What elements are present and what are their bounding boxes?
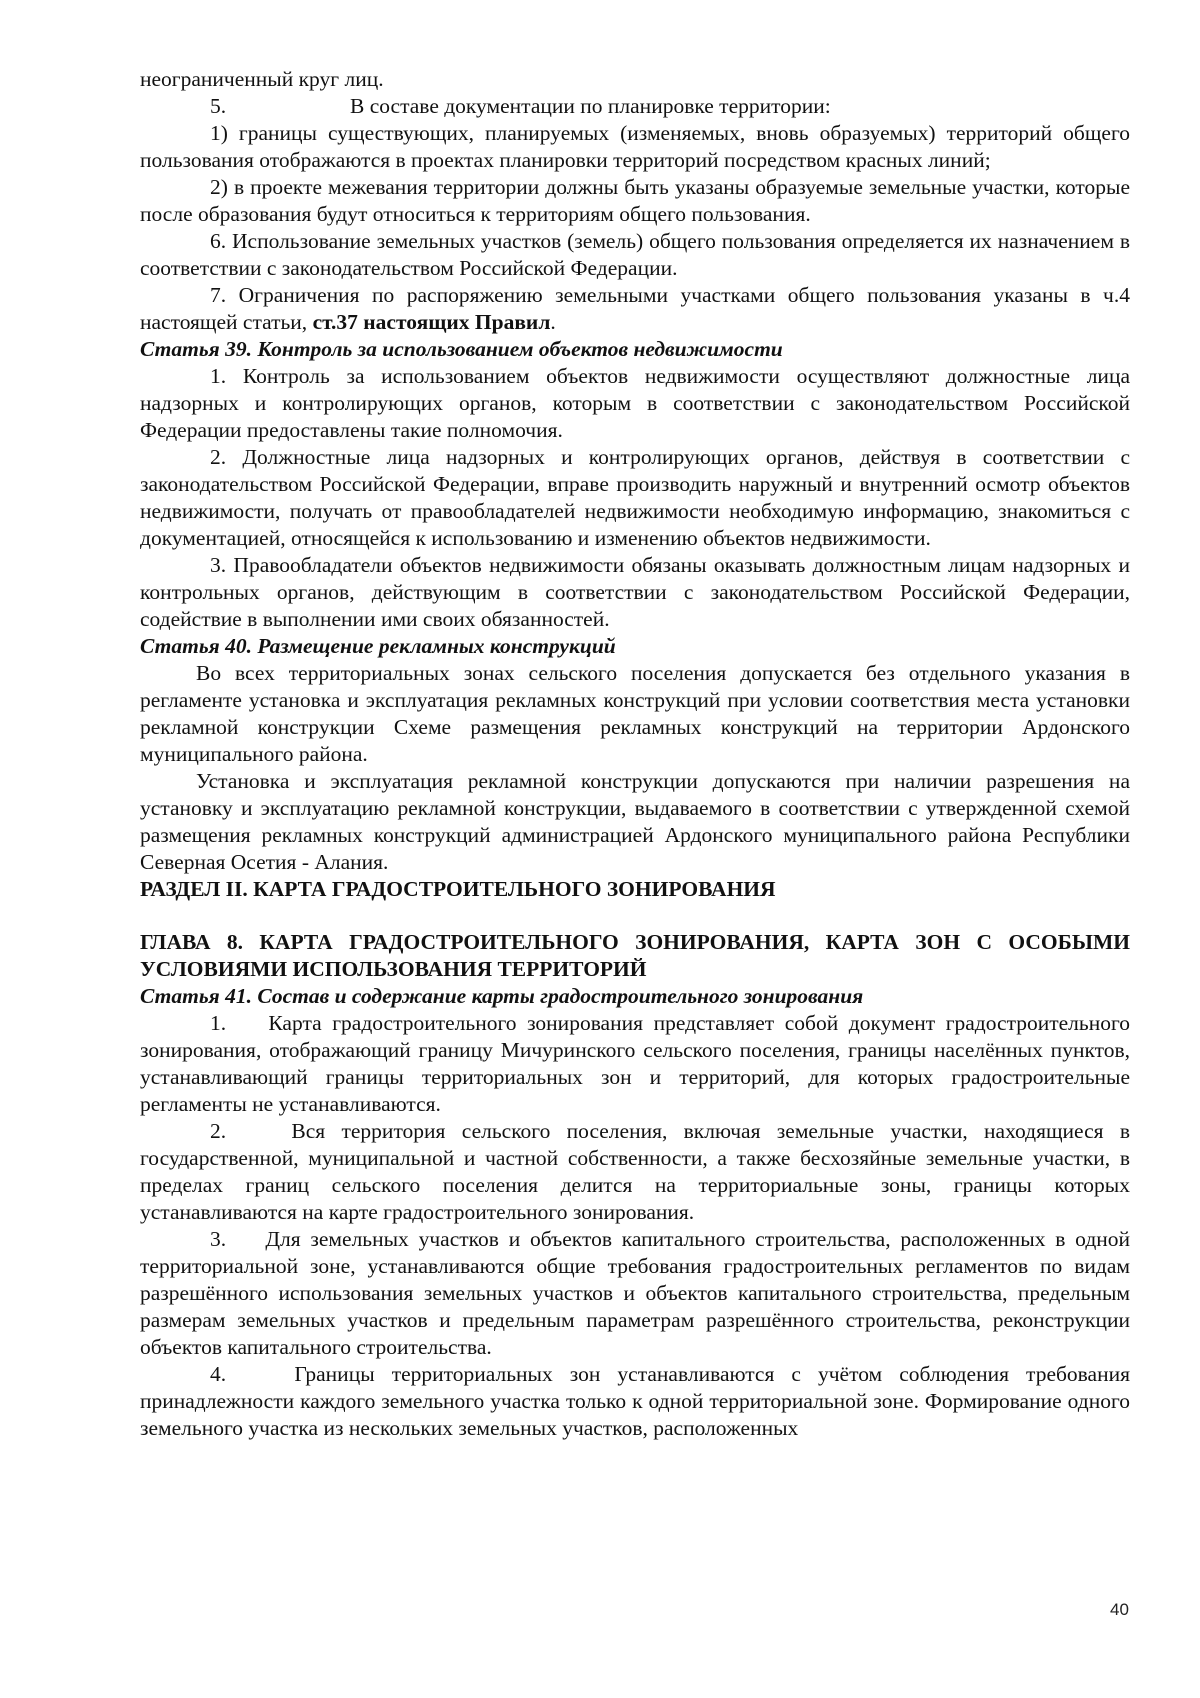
article-41-item-3 <box>140 1226 1130 1361</box>
item-5-number: 5. <box>210 94 227 118</box>
article-40-title: Статья 40. Размещение рекламных конструкций <box>140 634 616 658</box>
item-text: Карта градостроительного зонирования представляет собой документ градостроительного зонирования, отображающий границу Мичуринского сельского поселения, границы населённых пунктов, устанавливающий границы территориальных зон и территорий, для которых градостроительные регламенты не устанавливаются. <box>140 1011 1131 1116</box>
item-text: Для земельных участков и объектов капитального строительства, расположенных в одной территориальной зоне, устанавливаются общие требования градостроительных регламентов по видам разрешённого использования земельных участков и объектов капитального строительства, предельным размерам земельных участков и предельным параметрам разрешённого строительства, реконструкции объектов капитального строительства. <box>140 1227 1131 1359</box>
section-heading: РАЗДЕЛ II. КАРТА ГРАДОСТРОИТЕЛЬНОГО ЗОНИРОВАНИЯ <box>140 877 776 901</box>
item-5-text: В составе документации по планировке территории: <box>350 94 831 118</box>
item-6: 6. Использование земельных участков (земель) общего пользования определяется их назначением в соответствии с законодательством Российской Федерации. <box>140 229 1130 280</box>
item-number: 2. <box>210 1119 227 1143</box>
item-7 <box>140 282 1130 336</box>
article-40-paragraph-2: Установка и эксплуатация рекламной конструкции допускаются при наличии разрешения на установку и эксплуатацию рекламной конструкции, выдаваемого в соответствии с утвержденной схемой размещения рекламных конструкций администрацией Ардонского муниципального района Республики Северная Осетия - Алания. <box>140 769 1130 874</box>
chapter-heading: ГЛАВА 8. КАРТА ГРАДОСТРОИТЕЛЬНОГО ЗОНИРОВАНИЯ, КАРТА ЗОН С ОСОБЫМИ УСЛОВИЯМИ ИСПОЛЬЗОВАНИЯ ТЕРРИТОРИЙ <box>140 930 1130 981</box>
item-5 <box>140 93 1130 120</box>
subitem-5-2: 2) в проекте межевания территории должны быть указаны образуемые земельные участки, которые после образования будут относиться к территориям общего пользования. <box>140 175 1130 226</box>
article-40-paragraph-1: Во всех территориальных зонах сельского поселения допускается без отдельного указания в регламенте установка и эксплуатация рекламных конструкций при условии соответствия места установки рекламной конструкции Схеме размещения рекламных конструкций на территории Ардонского муниципального района. <box>140 661 1130 766</box>
item-7-end: . <box>550 310 556 334</box>
item-text: Границы территориальных зон устанавливаются с учётом соблюдения требования принадлежности каждого земельного участка только к одной территориальной зоне. Формирование одного земельного участка из нескольких земельных участков, расположенных <box>140 1362 1130 1440</box>
page-number: 40 <box>1110 1600 1129 1619</box>
document-page <box>140 66 1130 1442</box>
item-text: Вся территория сельского поселения, включая земельные участки, находящиеся в государственной, муниципальной и частной собственности, а также бесхозяйные земельные участки, в пределах границ сельского поселения делится на территориальные зоны, границы которых устанавливаются на карте градостроительного зонирования. <box>140 1119 1130 1224</box>
article-41-item-4 <box>140 1361 1130 1442</box>
item-7-text: 7. Ограничения по распоряжению земельными участками общего пользования указаны в ч.4 настоящей статьи, <box>140 283 1130 334</box>
article-39-item-3: 3. Правообладатели объектов недвижимости обязаны оказывать должностным лицам надзорных и контрольных органов, действующим в соответствии с законодательством Российской Федерации, содействие в выполнении ими своих обязанностей. <box>140 553 1130 631</box>
paragraph-continuation: неограниченный круг лиц. <box>140 67 384 91</box>
item-7-reference: ст.37 настоящих Правил <box>312 310 551 334</box>
item-number: 1. <box>210 1011 227 1035</box>
article-39-item-2: 2. Должностные лица надзорных и контролирующих органов, действуя в соответствии с законодательством Российской Федерации, вправе производить наружный и внутренний осмотр объектов недвижимости, получать от правообладателей недвижимости необходимую информацию, знакомиться с документацией, относящейся к использованию и изменению объектов недвижимости. <box>140 445 1130 550</box>
article-41-item-2 <box>140 1118 1130 1226</box>
article-41-title: Статья 41. Состав и содержание карты градостроительного зонирования <box>140 984 864 1008</box>
article-39-title: Статья 39. Контроль за использованием объектов недвижимости <box>140 337 783 361</box>
item-number: 3. <box>210 1227 227 1251</box>
item-number: 4. <box>210 1362 227 1386</box>
subitem-5-1: 1) границы существующих, планируемых (изменяемых, вновь образуемых) территорий общего пользования отображаются в проектах планировки территорий посредством красных линий; <box>140 121 1130 172</box>
article-39-item-1: 1. Контроль за использованием объектов недвижимости осуществляют должностные лица надзорных и контролирующих органов, которым в соответствии с законодательством Российской Федерации предоставлены такие полномочия. <box>140 364 1130 442</box>
article-41-item-1 <box>140 1010 1130 1118</box>
